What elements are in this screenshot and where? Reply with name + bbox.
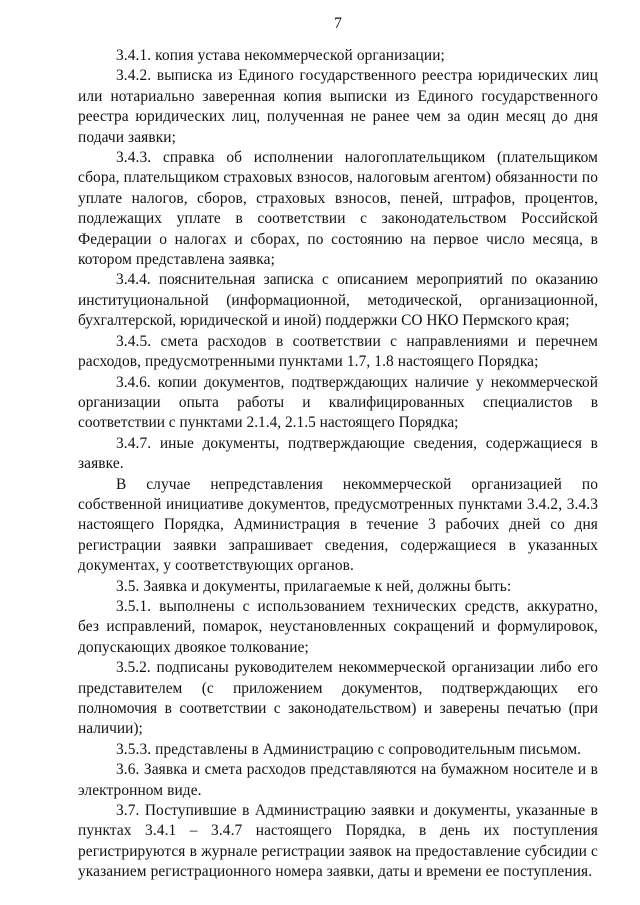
paragraph-3-4-4: 3.4.4. пояснительная записка с описанием мероприятий по оказанию институциональной (информационной, методической, организационной, бухгалтерской, юридической и иной) поддержки СО НКО Пермского края; [78, 271, 598, 330]
document-body [78, 46, 598, 883]
paragraph-3-5-3: 3.5.3. представлены в Администрацию с сопроводительным письмом. [116, 740, 582, 758]
paragraph-3-5-1: 3.5.1. выполнены с использованием технических средств, аккуратно, без исправлений, помарок, неустановленных сокращений и формулировок, допускающих двоякое толкование; [78, 597, 598, 656]
paragraph-3-5: 3.5. Заявка и документы, прилагаемые к ней, должны быть: [116, 577, 512, 595]
paragraph-3-4-7: 3.4.7. иные документы, подтверждающие сведения, содержащиеся в заявке. [78, 434, 598, 473]
paragraph-nonsubmission-case: В случае непредставления некоммерческой организацией по собственной инициативе документов, предусмотренных пунктами 3.4.2, 3.4.3 настоящего Порядка, Администрация в течение 3 рабочих дней со дня регистрации заявки запрашивает сведения, содержащиеся в указанных документах, у соответствующих органов. [78, 475, 598, 575]
paragraph-3-4-3: 3.4.3. справка об исполнении налогоплательщиком (плательщиком сбора, плательщиком страховых взносов, налоговым агентом) обязанности по уплате налогов, сборов, страховых взносов, пеней, штрафов, процентов, подлежащих уплате в соответствии с законодательством Российской Федерации о налогах и сборах, по состоянию на первое число месяца, в котором представлена заявка; [78, 149, 598, 269]
paragraph-3-7: 3.7. Поступившие в Администрацию заявки и документы, указанные в пунктах 3.4.1 – 3.4.7 настоящего Порядка, в день их поступления регистрируются в журнале регистрации заявок на предоставление субсидии с указанием регистрационного номера заявки, даты и времени ее поступления. [78, 802, 598, 881]
page-number: 7 [334, 15, 342, 32]
document-page [78, 0, 598, 905]
paragraph-3-4-6: 3.4.6. копии документов, подтверждающих наличие у некоммерческой организации опыта работы и квалифицированных специалистов в соответствии с пунктами 2.1.4, 2.1.5 настоящего Порядка; [78, 373, 598, 432]
paragraph-3-4-5: 3.4.5. смета расходов в соответствии с направлениями и перечнем расходов, предусмотренными пунктами 1.7, 1.8 настоящего Порядка; [78, 332, 598, 371]
paragraph-3-6: 3.6. Заявка и смета расходов представляются на бумажном носителе и в электронном виде. [78, 761, 598, 799]
paragraph-3-4-2: 3.4.2. выписка из Единого государственного реестра юридических лиц или нотариально заверенная копия выписки из Единого государственного реестра юридических лиц, полученная не ранее чем за один месяц до дня подачи заявки; [78, 67, 598, 146]
paragraph-3-4-1: 3.4.1. копия устава некоммерческой организации; [116, 47, 445, 64]
paragraph-3-5-2: 3.5.2. подписаны руководителем некоммерческой организации либо его представителем (с приложением документов, подтверждающих его полномочия в соответствии с законодательством) и заверены печатью (при наличии); [78, 659, 598, 738]
